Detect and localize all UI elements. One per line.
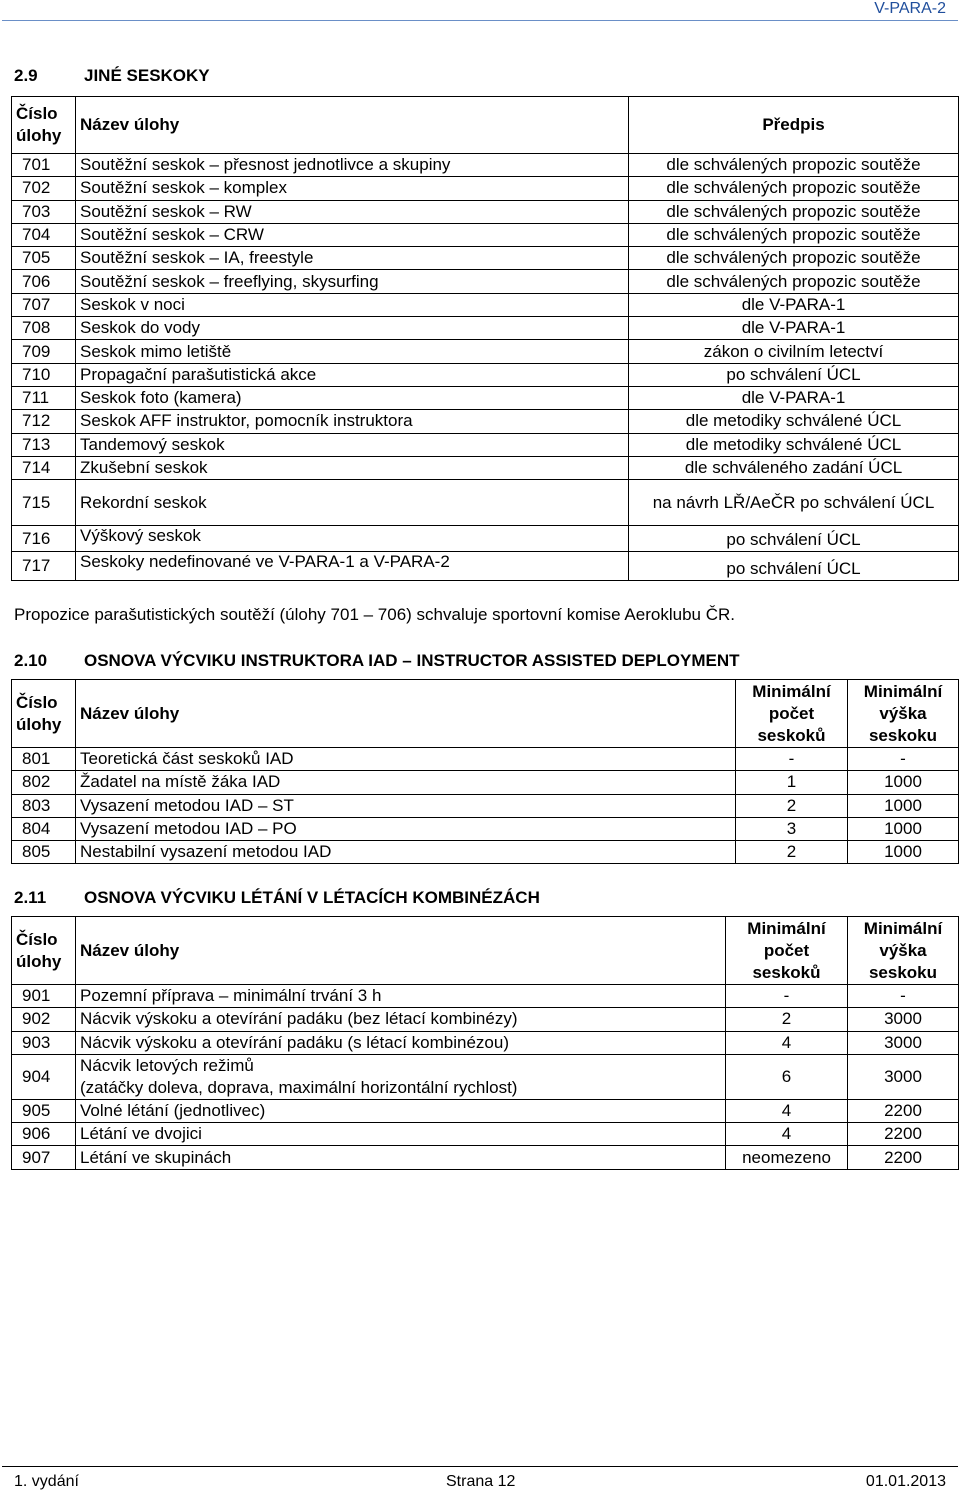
table-body [12,154,959,581]
cell-rule: po schválení ÚCL [629,552,959,581]
cell-name [76,1099,726,1122]
cell-number: 705 [12,247,76,270]
table-row [12,410,959,433]
cell-number: 703 [12,200,76,223]
cell-name-line: Vysazení metodou IAD – PO [80,819,297,839]
cell-count: 4 [726,1123,848,1146]
cell-name [76,985,726,1008]
table-other-jumps [11,96,959,581]
cell-rule: dle metodiky schválené ÚCL [629,410,959,433]
cell-name: Seskok v noci [76,293,629,316]
col-header-count: Minimální počet seskoků [736,680,848,748]
cell-name-line: Nácvik letových režimů [80,1055,254,1075]
cell-name: Soutěžní seskok – RW [76,200,629,223]
cell-name: Seskok foto (kamera) [76,386,629,409]
table-row [12,1123,959,1146]
table-row [12,200,959,223]
cell-number: 704 [12,223,76,246]
cell-name [76,748,736,771]
table-row [12,794,959,817]
cell-name-line: Vysazení metodou IAD – ST [80,795,294,815]
cell-height: 1000 [848,771,959,794]
cell-count: - [736,748,848,771]
cell-name: Tandemový seskok [76,433,629,456]
cell-name [76,794,736,817]
cell-height: 1000 [848,817,959,840]
table-row [12,1146,959,1169]
table-row [12,1099,959,1122]
col-header-name: Název úlohy [76,917,726,985]
note-text: Propozice parašutistických soutěží (úlohy 701 – 706) schvaluje sportovní komise Aeroklubu ČR. [14,605,735,624]
footer-page: Strana 12 [446,1473,516,1490]
section-number: 2.10 [14,651,48,670]
cell-number: 717 [12,552,76,581]
cell-count: 2 [726,1008,848,1031]
cell-number: 902 [12,1008,76,1031]
col-header-height: Minimální výška seskoku [848,917,959,985]
cell-number: 907 [12,1146,76,1169]
cell-number: 903 [12,1031,76,1054]
cell-rule: dle schválených propozic soutěže [629,154,959,177]
cell-height: 3000 [848,1008,959,1031]
cell-name-line: Létání ve skupinách [80,1147,232,1167]
cell-name: Zkušební seskok [76,456,629,479]
cell-rule: dle schválených propozic soutěže [629,177,959,200]
cell-rule: dle V-PARA-1 [629,293,959,316]
cell-number: 713 [12,433,76,456]
cell-number: 716 [12,526,76,552]
document-code: V-PARA-2 [874,0,946,17]
cell-name-line: Volné létání (jednotlivec) [80,1101,266,1121]
table-row [12,841,959,864]
col-header-name: Název úlohy [76,680,736,748]
cell-height: 2200 [848,1123,959,1146]
cell-name-line: (zatáčky doleva, doprava, maximální horizontální rychlost) [80,1077,518,1097]
cell-number: 803 [12,794,76,817]
cell-number: 708 [12,317,76,340]
cell-height: 2200 [848,1146,959,1169]
cell-height: 1000 [848,841,959,864]
cell-count: 4 [726,1031,848,1054]
cell-number: 707 [12,293,76,316]
section-title: OSNOVA VÝCVIKU LÉTÁNÍ V LÉTACÍCH KOMBINÉZÁCH [84,888,540,907]
cell-rule: zákon o civilním letectví [629,340,959,363]
cell-name-line: Nestabilní vysazení metodou IAD [80,842,332,862]
cell-number: 901 [12,985,76,1008]
cell-number: 906 [12,1123,76,1146]
cell-name-line: Létání ve dvojici [80,1124,202,1144]
cell-height: 2200 [848,1099,959,1122]
section-title: OSNOVA VÝCVIKU INSTRUKTORA IAD – INSTRUCTOR ASSISTED DEPLOYMENT [84,651,740,670]
cell-number: 805 [12,841,76,864]
cell-name-line: Teoretická část seskoků IAD [80,749,294,769]
table-row [12,433,959,456]
cell-name: Soutěžní seskok – freeflying, skysurfing [76,270,629,293]
cell-number: 701 [12,154,76,177]
cell-rule: dle V-PARA-1 [629,386,959,409]
table-row [12,552,959,581]
cell-rule: po schválení ÚCL [629,363,959,386]
cell-name [76,1123,726,1146]
cell-name [76,1054,726,1099]
cell-name: Soutěžní seskok – komplex [76,177,629,200]
table-row [12,1031,959,1054]
cell-rule: dle schválených propozic soutěže [629,247,959,270]
cell-name: Seskok do vody [76,317,629,340]
cell-name-line: Pozemní příprava – minimální trvání 3 h [80,986,382,1006]
cell-count: 1 [736,771,848,794]
cell-count: 4 [726,1099,848,1122]
col-header-rule: Předpis [629,97,959,154]
col-header-number: Číslo úlohy [12,680,76,748]
cell-rule: dle schváleného zadání ÚCL [629,456,959,479]
cell-count: - [726,985,848,1008]
cell-name [76,817,736,840]
cell-number: 710 [12,363,76,386]
table-row [12,526,959,552]
cell-name: Seskoky nedefinované ve V-PARA-1 a V-PARA-2 [76,552,629,581]
table-row [12,480,959,526]
cell-name: Soutěžní seskok – CRW [76,223,629,246]
cell-name: Výškový seskok [76,526,629,552]
table-row [12,748,959,771]
section-number: 2.11 [14,888,47,907]
cell-count: neomezeno [726,1146,848,1169]
table-row [12,293,959,316]
cell-rule: po schválení ÚCL [629,526,959,552]
col-header-number: Číslo úlohy [12,917,76,985]
cell-rule: dle schválených propozic soutěže [629,270,959,293]
table-row [12,154,959,177]
footer-date: 01.01.2013 [865,1473,946,1490]
cell-rule: dle schválených propozic soutěže [629,223,959,246]
cell-height: 3000 [848,1054,959,1099]
cell-height: - [848,985,959,1008]
cell-name: Soutěžní seskok – IA, freestyle [76,247,629,270]
table-row [12,177,959,200]
cell-name-line: Nácvik výskoku a otevírání padáku (bez létací kombinézy) [80,1009,518,1029]
section-title: JINÉ SESKOKY [84,66,210,85]
table-row [12,817,959,840]
section-number: 2.9 [14,66,38,85]
cell-number: 711 [12,386,76,409]
header-divider [2,20,958,21]
table-row [12,456,959,479]
cell-count: 2 [736,841,848,864]
cell-name: Seskok AFF instruktor, pomocník instruktora [76,410,629,433]
cell-name [76,1008,726,1031]
cell-height: - [848,748,959,771]
table-row [12,270,959,293]
cell-number: 802 [12,771,76,794]
table-row [12,363,959,386]
cell-number: 712 [12,410,76,433]
cell-count: 2 [736,794,848,817]
cell-name-line: Žadatel na místě žáka IAD [80,772,281,792]
table-row [12,340,959,363]
cell-name [76,1031,726,1054]
footer-edition: 1. vydání [14,1473,79,1490]
col-header-count: Minimální počet seskoků [726,917,848,985]
cell-name: Rekordní seskok [76,480,629,526]
cell-name: Propagační parašutistická akce [76,363,629,386]
cell-rule: na návrh LŘ/AeČR po schválení ÚCL [629,480,959,526]
cell-count: 6 [726,1054,848,1099]
table-row [12,386,959,409]
table-row [12,1008,959,1031]
table-body [12,985,959,1170]
cell-number: 706 [12,270,76,293]
cell-number: 804 [12,817,76,840]
col-header-number: Číslo úlohy [12,97,76,154]
cell-number: 904 [12,1054,76,1099]
cell-name: Soutěžní seskok – přesnost jednotlivce a skupiny [76,154,629,177]
table-row [12,223,959,246]
cell-number: 905 [12,1099,76,1122]
col-header-height: Minimální výška seskoku [848,680,959,748]
cell-height: 3000 [848,1031,959,1054]
table-iad-training [11,679,959,864]
table-row [12,1054,959,1099]
cell-number: 801 [12,748,76,771]
cell-rule: dle V-PARA-1 [629,317,959,340]
cell-height: 1000 [848,794,959,817]
cell-name [76,841,736,864]
cell-number: 714 [12,456,76,479]
cell-rule: dle metodiky schválené ÚCL [629,433,959,456]
footer-divider [2,1466,958,1467]
cell-number: 709 [12,340,76,363]
cell-rule: dle schválených propozic soutěže [629,200,959,223]
cell-name [76,771,736,794]
col-header-name: Název úlohy [76,97,629,154]
table-wingsuit-training [11,916,959,1170]
table-row [12,771,959,794]
table-row [12,247,959,270]
table-body [12,748,959,864]
cell-count: 3 [736,817,848,840]
table-row [12,317,959,340]
cell-name: Seskok mimo letiště [76,340,629,363]
table-row [12,985,959,1008]
cell-number: 702 [12,177,76,200]
cell-name-line: Nácvik výskoku a otevírání padáku (s létací kombinézou) [80,1032,509,1052]
cell-number: 715 [12,480,76,526]
cell-name [76,1146,726,1169]
